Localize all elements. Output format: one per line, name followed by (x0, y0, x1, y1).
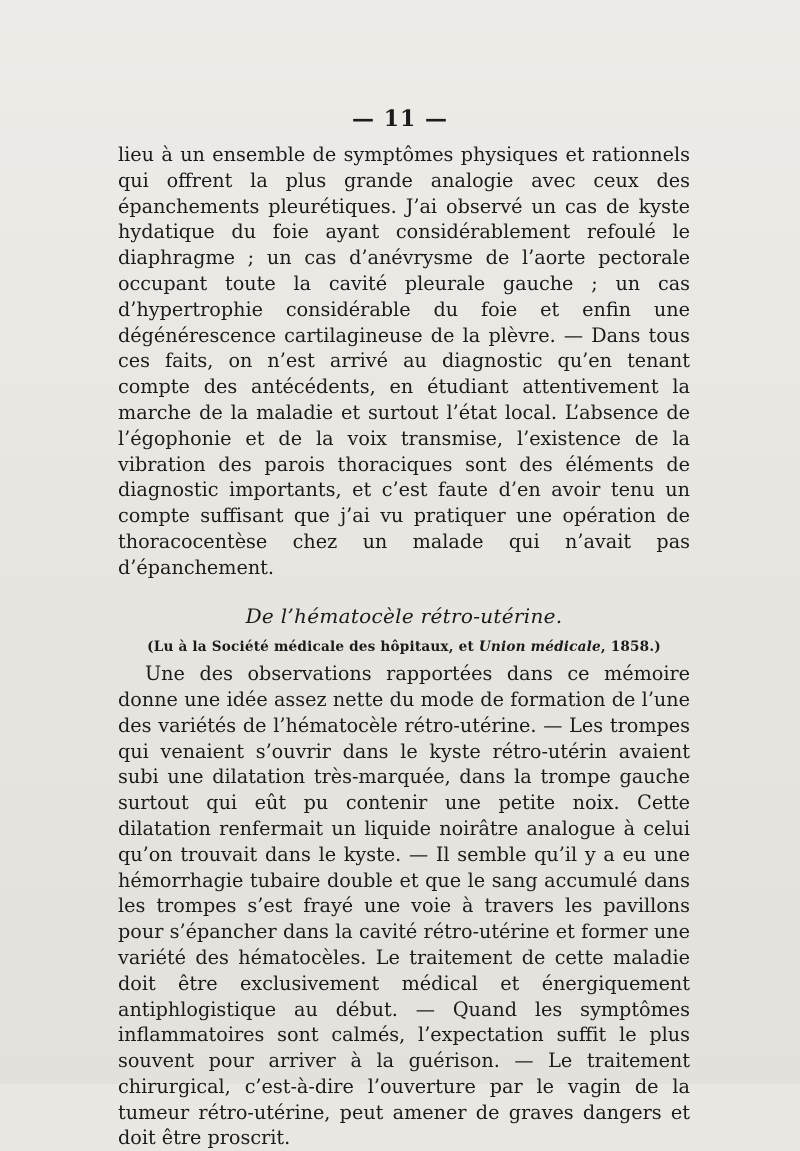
paragraph-diagnostic: lieu à un ensemble de symptômes physiques et rationnels qui offrent la plus grande analogie avec ceux des épanchements pleurétiques. J’ai observé un cas de kyste hydatique du foie ayant considérablement refoulé le diaphragme ; un cas d’anévrysme de l’aorte pectorale occupant toute la cavité pleurale gauche ; un cas d’hypertrophie considérable du foie et enfin une dégénérescence cartilagineuse de la plèvre. — Dans tous ces faits, on n’est arrivé au diagnostic qu’en tenant compte des antécédents, en étudiant attentivement la marche de la maladie et surtout l’état local. L’absence de l’égophonie et de la voix transmise, l’existence de la vibration des parois thoraciques sont des éléments de diagnostic importants, et c’est faute d’en avoir tenu un compte suffisant que j’ai vu pratiquer une opération de thoracocentèse chez un malade qui n’avait pas d’épanchement. (118, 143, 690, 579)
section-source (118, 635, 690, 661)
source-suffix: , 1858.) (600, 639, 661, 656)
text-column (118, 142, 690, 1151)
section-title: De l’hématocèle rétro-utérine. (245, 603, 563, 628)
source-prefix: (Lu à la Société médicale des hôpitaux, et (147, 639, 479, 656)
source-journal: Union médicale (478, 639, 601, 656)
paragraph-hematocele: Une des observations rapportées dans ce mémoire donne une idée assez nette du mode de formation de l’une des variétés de l’hématocèle rétro-utérine. — Les trompes qui venaient s’ouvrir dans le kyste rétro-utérin avaient subi une dilatation très-marquée, dans la trompe gauche surtout qui eût pu contenir une petite noix. Cette dilatation renfermait un liquide noirâtre analogue à celui qu’on trouvait dans le kyste. — Il semble qu’il y a eu une hémorrhagie tubaire double et que le sang accumulé dans les trompes s’est frayé une voie à travers les pavillons pour s’épancher dans la cavité rétro-utérine et former une variété des hématocèles. Le traitement de cette maladie doit être exclusivement médical et énergiquement antiphlogistique au début. — Quand les symptômes inflammatoires sont calmés, l’expectation suffit le plus souvent pour arriver à la guérison. — Le traitement chirurgical, c’est-à-dire l’ouverture par le vagin de la tumeur rétro-utérine, peut amener de graves dangers et doit être proscrit. (118, 662, 690, 1150)
page-number: — 11 — (352, 106, 448, 132)
